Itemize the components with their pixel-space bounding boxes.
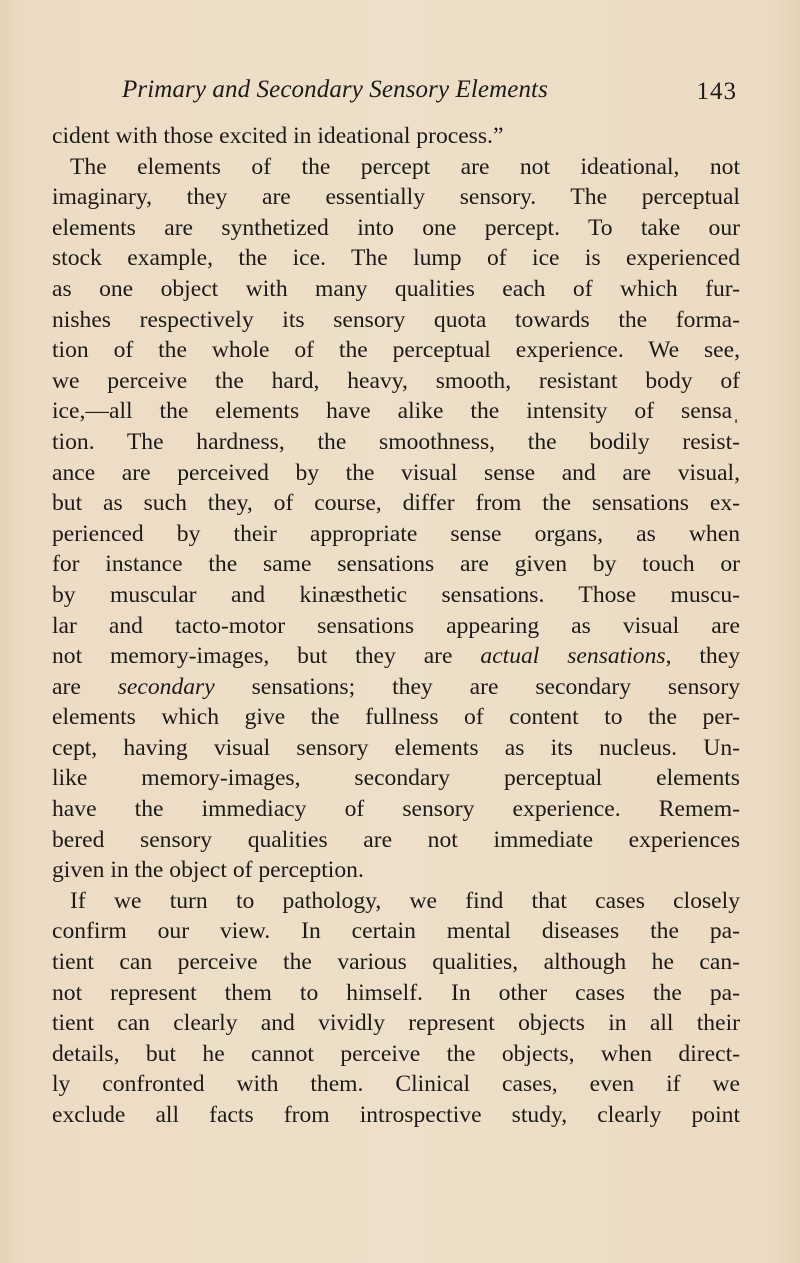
text-line: tient can perceive the various qualities, although he can- <box>52 949 740 976</box>
text-line: confirm our view. In certain mental diseases the pa- <box>52 918 740 945</box>
italic-emphasis: secondary <box>117 673 215 700</box>
text-segment: , they <box>665 643 740 670</box>
text-line: elements which give the fullness of content to the per- <box>52 704 740 731</box>
text-line: details, but he cannot perceive the objects, when direct- <box>52 1040 740 1067</box>
text-line: elements are synthetized into one percept. To take our <box>52 214 740 241</box>
text-line: stock example, the ice. The lump of ice is experienced <box>52 245 740 272</box>
text-line: tion of the whole of the perceptual experience. We see, <box>52 337 740 364</box>
text-segment: sensations; they are secondary sensory <box>214 673 741 700</box>
text-line: by muscular and kinæsthetic sensations. Those muscu- <box>52 581 740 608</box>
text-line: have the immediacy of sensory experience. Remem- <box>52 796 740 823</box>
body-text <box>52 121 740 1131</box>
text-line: for instance the same sensations are given by touch or <box>52 551 740 578</box>
text-line: we perceive the hard, heavy, smooth, resistant body of <box>52 367 740 394</box>
text-line: tient can clearly and vividly represent objects in all their <box>52 1010 740 1037</box>
text-line: The elements of the percept are not ideational, not <box>70 153 740 180</box>
text-line: ly confronted with them. Clinical cases, even if we <box>52 1071 740 1098</box>
text-line <box>52 672 740 703</box>
text-line: bered sensory qualities are not immediate experiences <box>52 826 740 853</box>
text-line: ice,—all the elements have alike the intensity of sensaˌ <box>52 398 740 425</box>
text-segment: not memory-images, but they are <box>52 643 481 670</box>
text-line: but as such they, of course, differ from the sensations ex- <box>52 490 740 517</box>
text-line <box>52 641 740 672</box>
italic-emphasis: actual sensations <box>480 643 666 670</box>
page-number: 143 <box>696 78 737 105</box>
text-line: If we turn to pathology, we find that cases closely <box>70 887 740 914</box>
text-line: tion. The hardness, the smoothness, the bodily resist- <box>52 428 740 455</box>
text-line: imaginary, they are essentially sensory. The perceptual <box>52 184 740 211</box>
text-line: given in the object of perception. <box>52 857 364 884</box>
text-line: exclude all facts from introspective study, clearly point <box>52 1102 740 1128</box>
text-line: lar and tacto-motor sensations appearing as visual are <box>52 612 740 639</box>
text-line: nishes respectively its sensory quota towards the forma- <box>52 306 740 333</box>
text-line: not represent them to himself. In other cases the pa- <box>52 979 740 1006</box>
text-line: cident with those excited in ideational process.” <box>52 123 504 149</box>
running-title: Primary and Secondary Sensory Elements <box>122 76 548 103</box>
text-line: ance are perceived by the visual sense and are visual, <box>52 459 740 486</box>
running-head <box>122 76 740 110</box>
text-segment: are <box>52 673 118 700</box>
text-line: like memory-images, secondary perceptual elements <box>52 765 740 792</box>
text-line: as one object with many qualities each of which fur- <box>52 275 740 302</box>
text-line: cept, having visual sensory elements as its nucleus. Un- <box>52 734 740 761</box>
text-line: perienced by their appropriate sense organs, as when <box>52 520 740 547</box>
